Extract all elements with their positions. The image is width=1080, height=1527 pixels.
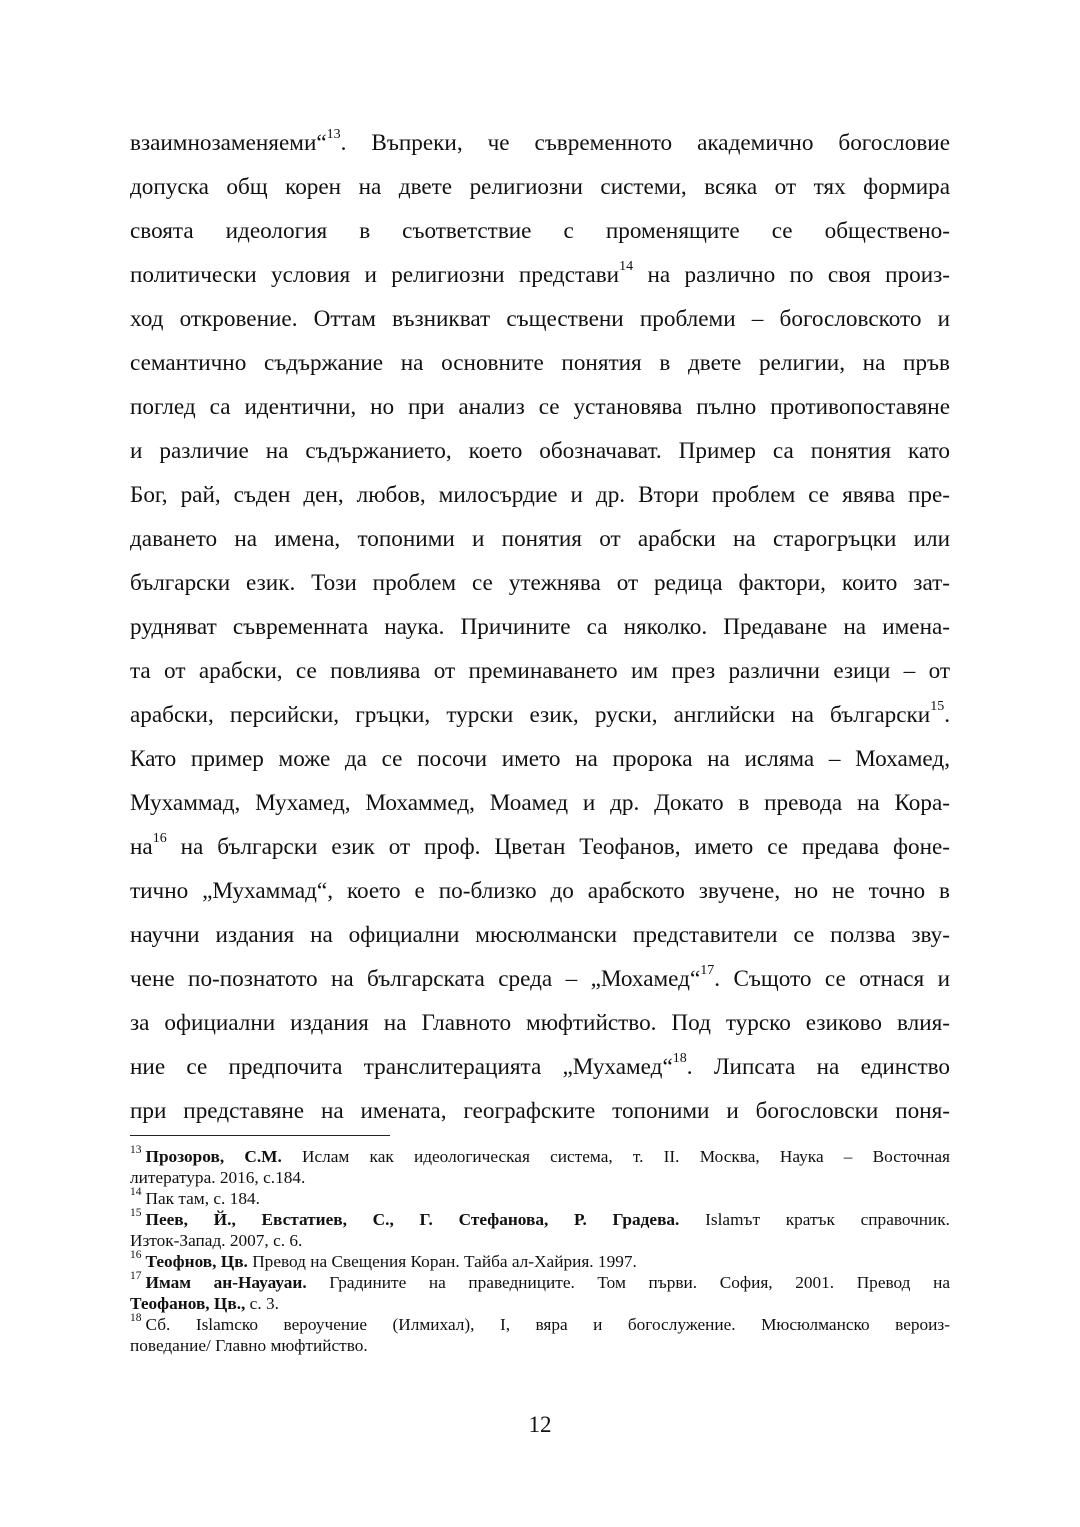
body-line: $на^{16}$ на български език от проф. Цветан Теофанов, името се предава фоне- xyxy=(130,831,950,860)
body-line: политически условия и религиозни представи$^{14}$ на различно по своя произ- xyxy=(130,259,950,288)
body-line: ход откровение. Оттам възникват съществени проблеми – богословското и xyxy=(130,306,950,332)
footnote-divider xyxy=(130,1135,390,1136)
footnote-15-cont: Изток-Запад. 2007, с. 6. xyxy=(130,1231,303,1250)
footnote-ref[interactable]: 17 xyxy=(700,963,715,979)
footnote-15: $^{15}$ Пеев, Й., Евстатиев, С., Г. Стефанова, Р. Градева. Islamът кратък справочник. xyxy=(130,1207,950,1229)
footnote-number: 18 xyxy=(130,1312,142,1325)
footnote-number: 14 xyxy=(130,1186,142,1199)
footnote-ref[interactable]: 14 xyxy=(619,259,634,275)
body-text xyxy=(130,121,950,1133)
footnote-13: $^{13}$ Прозоров, С.М. Ислам как идеологическая система, т. II. Москва, Наука – Восточная xyxy=(130,1144,950,1166)
body-line: рудняват съвременната наука. Причините са няколко. Предаване на имена- xyxy=(130,614,950,640)
body-line: при представяне на имената, географските топоними и богословски поня- xyxy=(130,1098,950,1124)
body-line: арабски, персийски, гръцки, турски език, руски, английски на български$^{15}$. xyxy=(130,699,950,728)
footnotes xyxy=(130,1146,950,1356)
body-line: ние се предпочита транслитерацията „Мухамед“$^{18}$. Липсата на единство xyxy=(130,1051,950,1080)
footnote-ref[interactable]: 16 xyxy=(152,831,167,847)
footnote-18: $^{18}$ Сб. Islamско вероучение (Илмихал), I, вяра и богослужение. Мюсюлманско вероиз- xyxy=(130,1312,950,1334)
body-line: та от арабски, се повлиява от преминаването им през различни езици – от xyxy=(130,658,950,684)
footnote-17-cont: Теофанов, Цв., с. 3. xyxy=(130,1294,279,1313)
footnote-number: 15 xyxy=(130,1207,142,1220)
footnote-ref[interactable]: 13 xyxy=(326,127,341,143)
body-line: семантично съдържание на основните понятия в двете религии, на пръв xyxy=(130,350,950,376)
body-line: допуска общ корен на двете религиозни системи, всяка от тях формира xyxy=(130,174,950,200)
body-line: взаимнозаменяеми“$^{13}$. Въпреки, че съвременното академично богословие xyxy=(130,127,950,156)
footnote-13-cont: литература. 2016, с.184. xyxy=(130,1168,306,1187)
body-line: Мухаммад, Мухамед, Мохаммед, Моамед и др. Докато в превода на Кора- xyxy=(130,790,950,816)
body-line: научни издания на официални мюсюлмански представители се ползва зву- xyxy=(130,922,950,948)
footnote-number: 17 xyxy=(130,1270,142,1283)
footnote-14: $^{14}$ Пак там, с. 184. xyxy=(130,1186,260,1208)
footnote-ref[interactable]: 15 xyxy=(930,699,945,715)
page-number: 12 xyxy=(528,1412,552,1437)
body-line: чене по-познатото на българската среда – „Мохамед“$^{17}$. Същото се отнася и xyxy=(130,963,951,992)
footnote-16: $^{16}$ Теофнов, Цв. Превод на Свещения Коран. Тайба ал-Хайрия. 1997. xyxy=(130,1249,637,1271)
body-line: Като пример може да се посочи името на пророка на исляма – Мохамед, xyxy=(130,746,950,772)
footnote-number: 13 xyxy=(130,1144,142,1157)
body-line: поглед са идентични, но при анализ се установява пълно противопоставяне xyxy=(130,394,950,420)
body-line: Бог, рай, съден ден, любов, милосърдие и др. Втори проблем се явява пре- xyxy=(130,482,950,508)
body-line: и различие на съдържанието, което обозначават. Пример са понятия като xyxy=(130,438,950,464)
body-line: тично „Мухаммад“, което е по-близко до арабското звучене, но не точно в xyxy=(130,878,950,904)
footnote-ref[interactable]: 18 xyxy=(672,1051,687,1067)
footnote-18-cont: поведание/ Главно мюфтийство. xyxy=(130,1336,368,1355)
body-line: за официални издания на Главното мюфтийство. Под турско езиково влия- xyxy=(130,1010,950,1036)
body-line: своята идеология в съответствие с променящите се обществено- xyxy=(130,218,950,244)
footnote-number: 16 xyxy=(130,1249,142,1262)
body-line: български език. Този проблем се утежнява от редица фактори, които зат- xyxy=(130,570,950,596)
body-line: даването на имена, топоними и понятия от арабски на старогръцки или xyxy=(130,526,950,552)
footnote-17: $^{17}$ Имам ан-Науауаи. Градините на праведниците. Том първи. София, 2001. Превод на xyxy=(130,1270,950,1292)
